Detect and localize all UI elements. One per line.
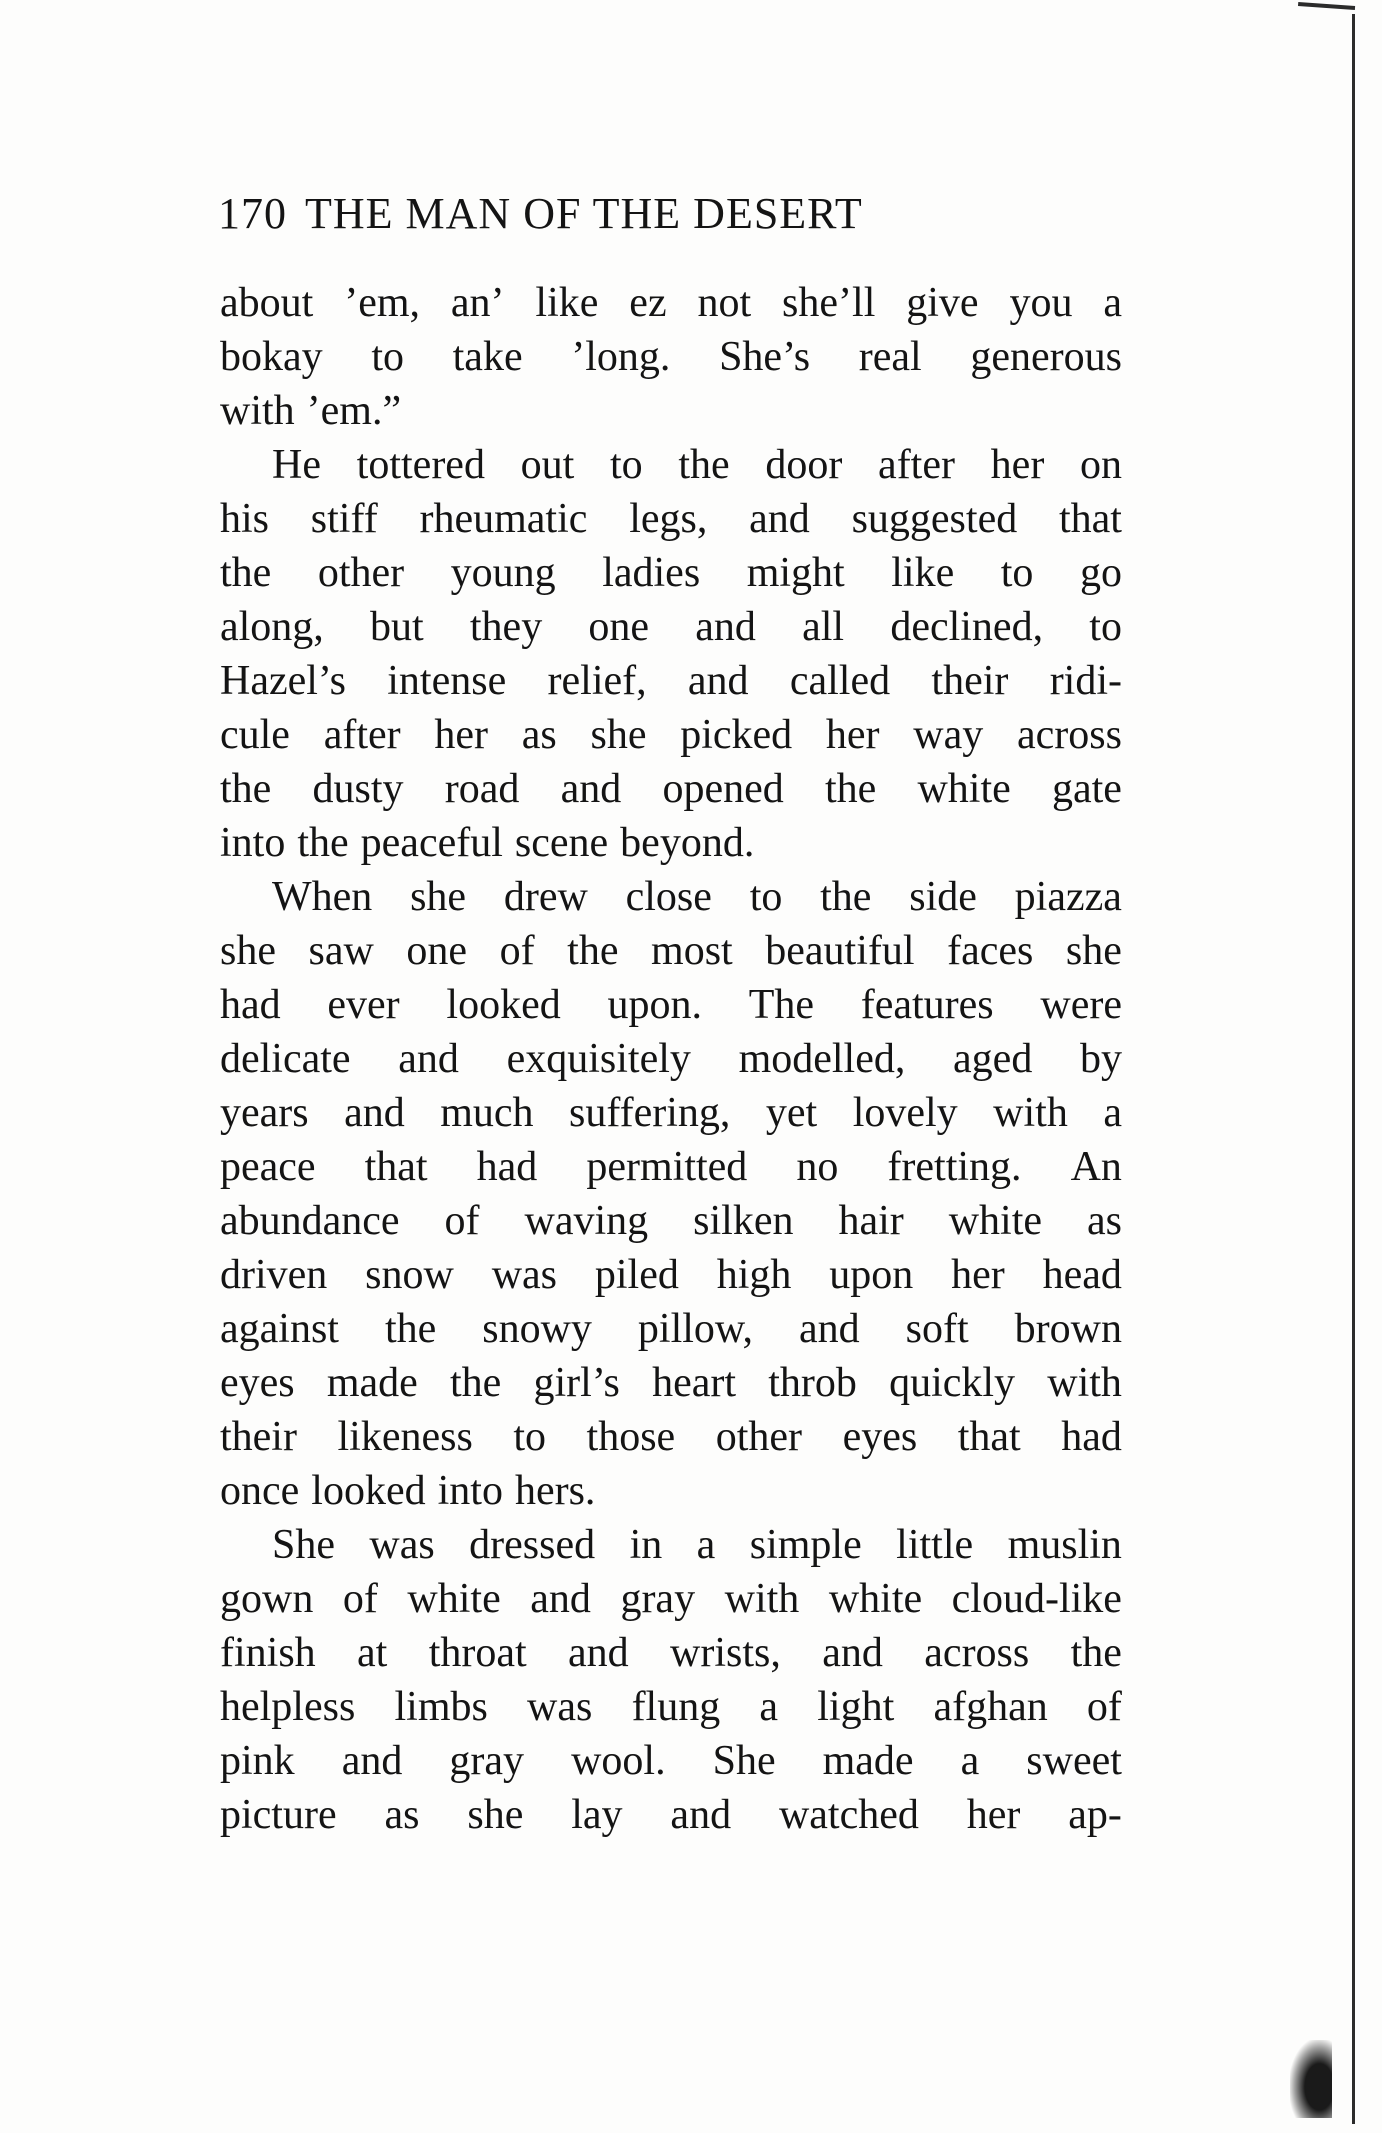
word: bokay bbox=[220, 334, 323, 380]
word: on bbox=[1080, 442, 1122, 488]
word: declined, bbox=[890, 604, 1044, 650]
word: years bbox=[220, 1090, 309, 1136]
word: eyes bbox=[842, 1414, 918, 1460]
word: ’em.” bbox=[306, 388, 402, 434]
word: those bbox=[586, 1414, 676, 1460]
word: waving bbox=[524, 1198, 649, 1244]
word: she bbox=[220, 928, 276, 974]
word: as bbox=[1086, 1198, 1122, 1244]
word: the bbox=[824, 766, 877, 812]
word: delicate bbox=[220, 1036, 351, 1082]
word: after bbox=[878, 442, 955, 488]
word: little bbox=[896, 1522, 974, 1568]
text-line bbox=[220, 546, 1122, 600]
word: that bbox=[364, 1144, 428, 1190]
page-number: 170 bbox=[218, 189, 287, 238]
word: one bbox=[588, 604, 650, 650]
word: picked bbox=[680, 712, 793, 758]
word: ladies bbox=[602, 550, 701, 596]
word: to bbox=[1000, 550, 1034, 596]
word: cule bbox=[220, 712, 290, 758]
word: against bbox=[220, 1306, 339, 1352]
word: peaceful bbox=[360, 820, 503, 866]
word: they bbox=[469, 604, 543, 650]
word: The bbox=[748, 982, 814, 1028]
word: snow bbox=[365, 1252, 454, 1298]
word: ’long. bbox=[571, 334, 671, 380]
word: a bbox=[1103, 1090, 1122, 1136]
word: An bbox=[1070, 1144, 1122, 1190]
word: dressed bbox=[469, 1522, 596, 1568]
word: ridi- bbox=[1049, 658, 1122, 704]
word: young bbox=[450, 550, 556, 596]
word: When bbox=[272, 874, 373, 920]
word: hers. bbox=[514, 1468, 596, 1514]
word: of bbox=[342, 1576, 378, 1622]
word: their bbox=[931, 658, 1009, 704]
text-line bbox=[220, 1464, 1122, 1518]
word: had bbox=[220, 982, 281, 1028]
word: once bbox=[220, 1468, 300, 1514]
word: her bbox=[966, 1792, 1021, 1838]
word: piled bbox=[594, 1252, 679, 1298]
word: high bbox=[716, 1252, 792, 1298]
word: hair bbox=[838, 1198, 904, 1244]
word: you bbox=[1009, 280, 1073, 326]
word: door bbox=[765, 442, 843, 488]
word: girl’s bbox=[533, 1360, 620, 1406]
word: with bbox=[220, 388, 295, 434]
word: after bbox=[323, 712, 401, 758]
word: simple bbox=[749, 1522, 862, 1568]
word: close bbox=[625, 874, 712, 920]
word: an’ bbox=[450, 280, 505, 326]
word: drew bbox=[503, 874, 588, 920]
word: wool. bbox=[571, 1738, 666, 1784]
word: made bbox=[822, 1738, 914, 1784]
word: had bbox=[1061, 1414, 1122, 1460]
word: a bbox=[759, 1684, 779, 1730]
word: ez bbox=[629, 280, 667, 326]
word: the bbox=[567, 928, 619, 974]
word: brown bbox=[1014, 1306, 1122, 1352]
text-line bbox=[220, 384, 1122, 438]
word: called bbox=[789, 658, 891, 704]
text-line bbox=[220, 762, 1122, 816]
word: and bbox=[344, 1090, 405, 1136]
text-line bbox=[220, 870, 1122, 924]
word: gray bbox=[449, 1738, 525, 1784]
text-line bbox=[220, 978, 1122, 1032]
word: fretting. bbox=[887, 1144, 1022, 1190]
word: as bbox=[521, 712, 557, 758]
word: white bbox=[917, 766, 1011, 812]
word: generous bbox=[970, 334, 1122, 380]
text-line bbox=[220, 1734, 1122, 1788]
word: wrists, bbox=[670, 1630, 781, 1676]
word: way bbox=[913, 712, 984, 758]
word: eyes bbox=[220, 1360, 295, 1406]
word: she bbox=[467, 1792, 524, 1838]
word: to bbox=[513, 1414, 547, 1460]
word: opened bbox=[662, 766, 784, 812]
word: and bbox=[695, 604, 756, 650]
word: like bbox=[535, 280, 599, 326]
word: white bbox=[948, 1198, 1043, 1244]
word: of bbox=[444, 1198, 480, 1244]
word: a bbox=[696, 1522, 716, 1568]
word: saw bbox=[308, 928, 374, 974]
word: of bbox=[1086, 1684, 1122, 1730]
word: throat bbox=[428, 1630, 527, 1676]
word: beautiful bbox=[765, 928, 915, 974]
word: she bbox=[1065, 928, 1122, 974]
word: that bbox=[1059, 496, 1122, 542]
word: helpless bbox=[220, 1684, 356, 1730]
word: the bbox=[678, 442, 730, 488]
word: features bbox=[860, 982, 994, 1028]
word: had bbox=[476, 1144, 538, 1190]
word: and bbox=[568, 1630, 629, 1676]
word: much bbox=[440, 1090, 534, 1136]
word: heart bbox=[652, 1360, 737, 1406]
word: abundance bbox=[220, 1198, 400, 1244]
word: lay bbox=[571, 1792, 623, 1838]
word: a bbox=[1103, 280, 1122, 326]
text-line bbox=[220, 1572, 1122, 1626]
word: to bbox=[1089, 604, 1122, 650]
word: she’ll bbox=[782, 280, 876, 326]
word: lovely bbox=[852, 1090, 958, 1136]
word: was bbox=[369, 1522, 435, 1568]
word: watched bbox=[778, 1792, 919, 1838]
text-line bbox=[220, 438, 1122, 492]
binding-edge-mark bbox=[1298, 2, 1355, 10]
text-line bbox=[220, 1248, 1122, 1302]
word: side bbox=[909, 874, 977, 920]
binding-edge-line bbox=[1352, 14, 1355, 2124]
text-line bbox=[220, 276, 1122, 330]
text-line bbox=[220, 1410, 1122, 1464]
word: head bbox=[1042, 1252, 1122, 1298]
word: upon bbox=[829, 1252, 914, 1298]
word: and bbox=[398, 1036, 459, 1082]
word: and bbox=[670, 1792, 732, 1838]
word: rheumatic bbox=[419, 496, 588, 542]
word: into bbox=[437, 1468, 503, 1514]
word: light bbox=[817, 1684, 895, 1730]
word: white bbox=[407, 1576, 501, 1622]
text-line bbox=[220, 1302, 1122, 1356]
word: and bbox=[799, 1306, 860, 1352]
word: not bbox=[697, 280, 752, 326]
word: gray bbox=[620, 1576, 696, 1622]
word: but bbox=[370, 604, 424, 650]
word: pink bbox=[220, 1738, 295, 1784]
word: out bbox=[520, 442, 575, 488]
word: and bbox=[749, 496, 810, 542]
word: and bbox=[822, 1630, 883, 1676]
word: and bbox=[530, 1576, 591, 1622]
word: give bbox=[906, 280, 979, 326]
word: the bbox=[220, 550, 272, 596]
word: real bbox=[858, 334, 922, 380]
word: ’em, bbox=[344, 280, 420, 326]
running-head bbox=[218, 184, 1118, 244]
word: dusty bbox=[312, 766, 404, 812]
word: piazza bbox=[1014, 874, 1122, 920]
text-line bbox=[220, 1518, 1122, 1572]
word: peace bbox=[220, 1144, 316, 1190]
word: pillow, bbox=[637, 1306, 754, 1352]
word: across bbox=[924, 1630, 1030, 1676]
word: She’s bbox=[719, 334, 811, 380]
text-line bbox=[220, 708, 1122, 762]
word: the bbox=[297, 820, 349, 866]
word: suggested bbox=[851, 496, 1018, 542]
word: she bbox=[410, 874, 467, 920]
word: the bbox=[450, 1360, 502, 1406]
word: most bbox=[651, 928, 733, 974]
text-line bbox=[220, 492, 1122, 546]
word: were bbox=[1040, 982, 1122, 1028]
word: to bbox=[749, 874, 783, 920]
word: across bbox=[1016, 712, 1122, 758]
word: throb bbox=[768, 1360, 857, 1406]
word: quickly bbox=[889, 1360, 1016, 1406]
word: the bbox=[820, 874, 872, 920]
word: the bbox=[384, 1306, 437, 1352]
word: by bbox=[1080, 1036, 1122, 1082]
word: with bbox=[993, 1090, 1068, 1136]
word: modelled, bbox=[738, 1036, 906, 1082]
word: beyond. bbox=[620, 820, 755, 866]
word: She bbox=[272, 1522, 335, 1568]
word: afghan bbox=[933, 1684, 1048, 1730]
word: exquisitely bbox=[506, 1036, 691, 1082]
word: flung bbox=[631, 1684, 721, 1730]
word: gate bbox=[1051, 766, 1122, 812]
word: go bbox=[1079, 550, 1122, 596]
text-line bbox=[220, 600, 1122, 654]
running-title: THE MAN OF THE DESERT bbox=[305, 189, 863, 238]
word: and bbox=[687, 658, 749, 704]
text-line bbox=[220, 1140, 1122, 1194]
word: the bbox=[220, 766, 272, 812]
word: might bbox=[746, 550, 845, 596]
word: picture bbox=[220, 1792, 337, 1838]
word: gown bbox=[220, 1576, 314, 1622]
word: was bbox=[491, 1252, 558, 1298]
word: stiff bbox=[310, 496, 378, 542]
word: a bbox=[960, 1738, 980, 1784]
word: with bbox=[1047, 1360, 1122, 1406]
word: relief, bbox=[547, 658, 647, 704]
word: other bbox=[317, 550, 405, 596]
word: to bbox=[371, 334, 404, 380]
word: that bbox=[957, 1414, 1021, 1460]
word: into bbox=[220, 820, 286, 866]
word: her bbox=[825, 712, 880, 758]
word: their bbox=[220, 1414, 297, 1460]
word: tottered bbox=[356, 442, 485, 488]
word: made bbox=[326, 1360, 418, 1406]
word: ap- bbox=[1068, 1792, 1122, 1838]
word: white bbox=[828, 1576, 923, 1622]
word: He bbox=[272, 442, 321, 488]
word: her bbox=[990, 442, 1045, 488]
word: snowy bbox=[482, 1306, 592, 1352]
word: finish bbox=[220, 1630, 316, 1676]
word: road bbox=[444, 766, 520, 812]
text-line bbox=[220, 816, 1122, 870]
word: looked bbox=[311, 1468, 426, 1514]
word: his bbox=[220, 496, 270, 542]
text-line bbox=[220, 1194, 1122, 1248]
word: at bbox=[357, 1630, 388, 1676]
word: likeness bbox=[337, 1414, 473, 1460]
word: permitted bbox=[586, 1144, 748, 1190]
word: suffering, bbox=[569, 1090, 731, 1136]
text-line bbox=[220, 1680, 1122, 1734]
text-line bbox=[220, 330, 1122, 384]
word: to bbox=[610, 442, 643, 488]
word: limbs bbox=[394, 1684, 488, 1730]
word: no bbox=[796, 1144, 839, 1190]
word: cloud-like bbox=[951, 1576, 1122, 1622]
word: and bbox=[341, 1738, 403, 1784]
word: soft bbox=[905, 1306, 969, 1352]
word: as bbox=[384, 1792, 420, 1838]
word: legs, bbox=[629, 496, 708, 542]
word: one bbox=[406, 928, 468, 974]
word: intense bbox=[387, 658, 507, 704]
text-line bbox=[220, 1032, 1122, 1086]
scan-ink-blot bbox=[1290, 2040, 1332, 2118]
word: silken bbox=[693, 1198, 794, 1244]
word: faces bbox=[947, 928, 1034, 974]
word: Hazel’s bbox=[220, 658, 346, 704]
text-line bbox=[220, 1356, 1122, 1410]
word: was bbox=[527, 1684, 593, 1730]
word: upon. bbox=[607, 982, 702, 1028]
word: like bbox=[891, 550, 955, 596]
word: her bbox=[951, 1252, 1005, 1298]
word: about bbox=[220, 280, 314, 326]
text-line bbox=[220, 1626, 1122, 1680]
text-line bbox=[220, 924, 1122, 978]
word: with bbox=[724, 1576, 800, 1622]
word: she bbox=[590, 712, 647, 758]
word: ever bbox=[327, 982, 400, 1028]
word: the bbox=[1070, 1630, 1122, 1676]
word: driven bbox=[220, 1252, 328, 1298]
word: along, bbox=[220, 604, 324, 650]
word: her bbox=[434, 712, 488, 758]
word: sweet bbox=[1026, 1738, 1122, 1784]
word: other bbox=[715, 1414, 803, 1460]
word: muslin bbox=[1007, 1522, 1122, 1568]
word: She bbox=[712, 1738, 776, 1784]
word: yet bbox=[765, 1090, 818, 1136]
word: of bbox=[499, 928, 535, 974]
word: all bbox=[802, 604, 845, 650]
text-line bbox=[220, 1788, 1122, 1842]
body-text bbox=[220, 276, 1122, 1842]
text-line bbox=[220, 654, 1122, 708]
text-line bbox=[220, 1086, 1122, 1140]
word: in bbox=[629, 1522, 663, 1568]
word: scene bbox=[514, 820, 609, 866]
word: take bbox=[452, 334, 523, 380]
word: aged bbox=[953, 1036, 1033, 1082]
word: looked bbox=[446, 982, 561, 1028]
word: and bbox=[560, 766, 622, 812]
